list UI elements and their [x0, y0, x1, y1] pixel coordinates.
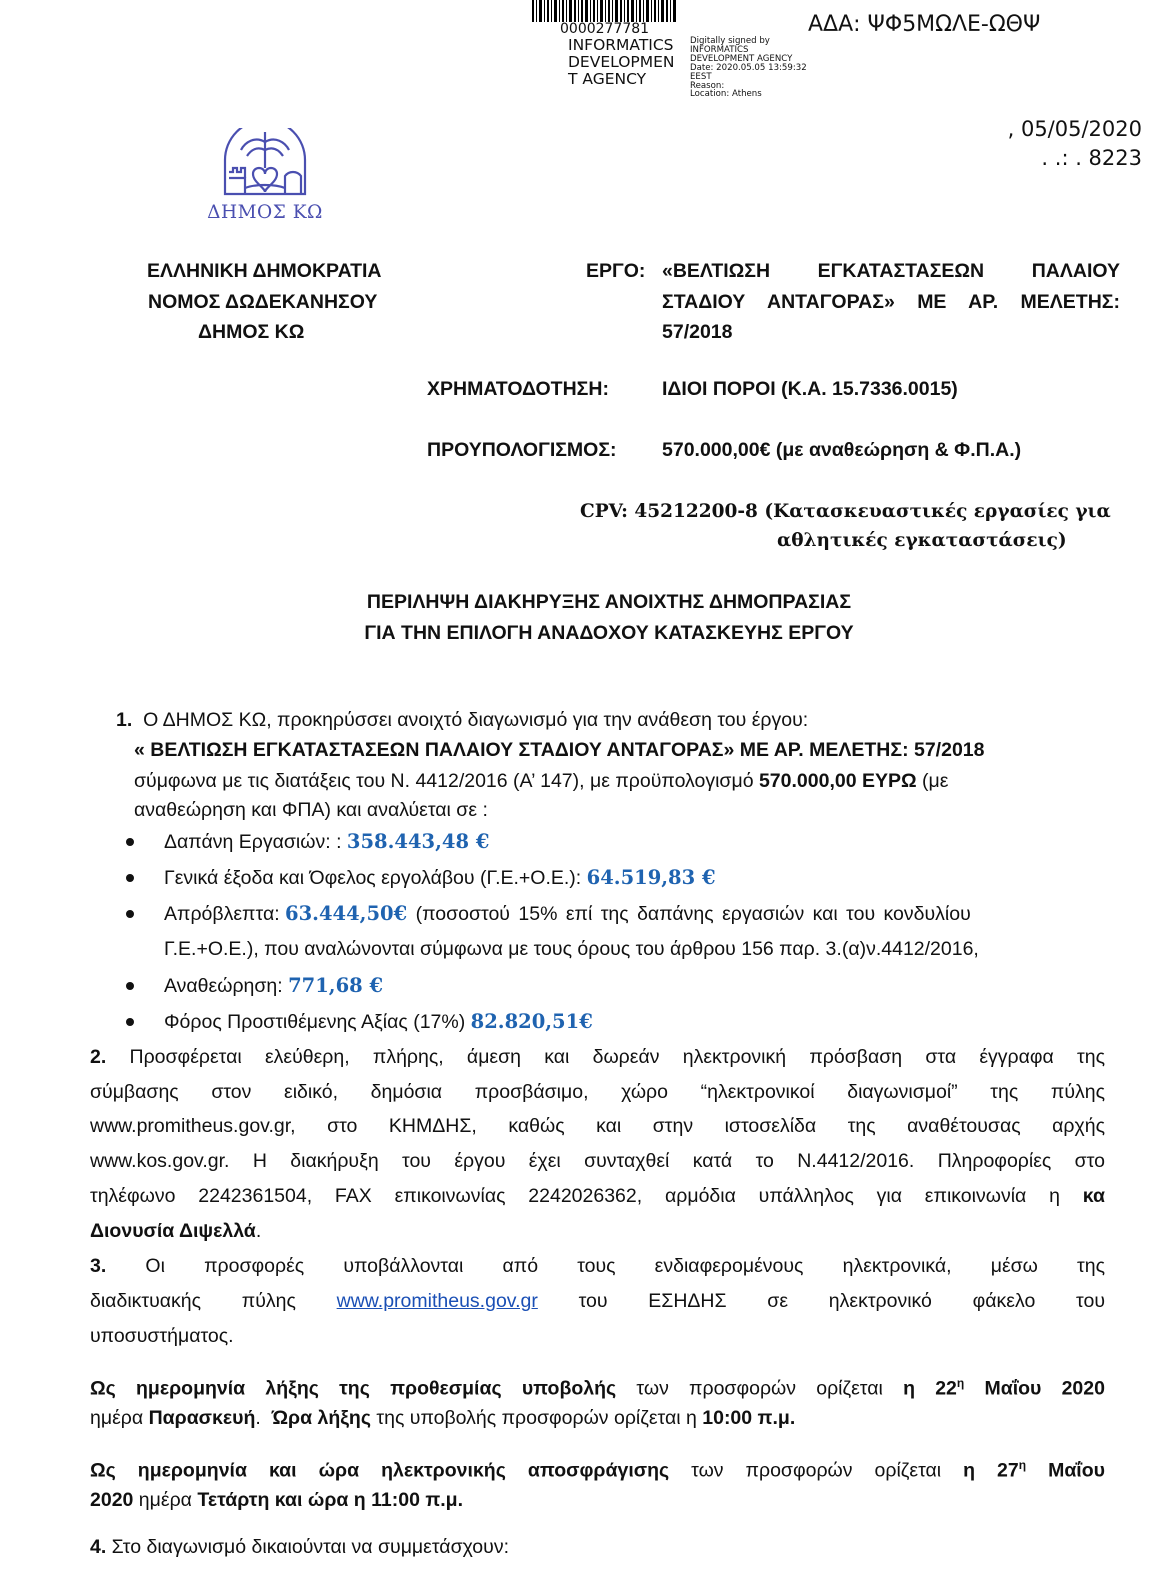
p2-line-4: www.kos.gov.gr. Η διακήρυξη του έργου έχει συνταχθεί κατά το Ν.4412/2016. Πληροφορίες στο [90, 1150, 1105, 1172]
project-title-line: ΣΤΑΔΙΟΥ ΑΝΤΑΓΟΡΑΣ» ΜΕ ΑΡ. ΜΕΛΕΤΗΣ: [662, 290, 1120, 313]
opening-text: των προσφορών ορίζεται [669, 1459, 964, 1482]
opening-line-2 [90, 1488, 1105, 1512]
deadline-label: Ως ημερομηνία λήξης της προθεσμίας υποβολής [90, 1377, 617, 1400]
p1-budget-amount: 570.000,00 ΕΥΡΩ [758, 770, 917, 792]
budget-label: ΠΡΟΥΠΟΛΟΓΙΣΜΟΣ: [427, 439, 617, 461]
cpv-line-1: CPV: 45212200-8 (Κατασκευαστικές εργασίες για [580, 501, 1111, 522]
project-title [662, 256, 1120, 348]
overhead-value: 64.519,83 € [586, 866, 716, 889]
protocol-number: . .: . 8223 [1041, 146, 1142, 170]
contact-title: κα [1082, 1185, 1105, 1207]
p3-text: διαδικτυακής πύλης [90, 1290, 337, 1312]
barcode-number: 0000277781 [560, 21, 650, 37]
opening-label: Ως ημερομηνία και ώρα ηλεκτρονικής αποσφράγισης [90, 1459, 670, 1482]
deadline-text: των προσφορών ορίζεται [616, 1377, 904, 1400]
budget-value: 570.000,00€ (με αναθεώρηση & Φ.Π.Α.) [662, 439, 1022, 461]
cpv-line-2: αθλητικές εγκαταστάσεις) [777, 530, 1067, 551]
p1-number: 1. [116, 709, 133, 731]
p1-legal-end: (με [916, 770, 949, 792]
signature-line: INFORMATICS [690, 44, 749, 55]
bullet-icon [126, 1018, 134, 1026]
promitheus-link[interactable]: www.promitheus.gov.gr [336, 1290, 538, 1312]
opening-text: ημέρα [133, 1489, 198, 1511]
funding-label: ΧΡΗΜΑΤΟΔΟΤΗΣΗ: [427, 378, 609, 400]
p4-text: Στο διαγωνισμό δικαιούνται να συμμετάσχουν: [106, 1536, 509, 1558]
p2-line-6 [90, 1219, 1105, 1243]
bullet-icon [126, 982, 134, 990]
issuer-prefecture: ΝΟΜΟΣ ΔΩΔΕΚΑΝΗΣΟΥ [148, 290, 378, 313]
p3-number: 3. [90, 1255, 107, 1277]
signature-line: DEVELOPMENT AGENCY [690, 53, 793, 64]
p2-line-3: www.promitheus.gov.gr, στο ΚΗΜΔΗΣ, καθώς και στην ιστοσελίδα της αναθέτουσας αρχής [90, 1115, 1105, 1137]
issuer-block [147, 256, 382, 348]
p3-line-2 [90, 1289, 1105, 1313]
notice-heading-line: ΓΙΑ ΤΗΝ ΕΠΙΛΟΓΗ ΑΝΑΔΟΧΟΥ ΚΑΤΑΣΚΕΥΗΣ ΕΡΓΟΥ [364, 622, 854, 644]
deadline-text: της υποβολής προσφορών ορίζεται η [371, 1407, 703, 1429]
signer-org [568, 37, 675, 88]
p1-legal [134, 769, 1104, 793]
deadline-line-1 [90, 1371, 1105, 1401]
barcode-graphic [532, 0, 678, 22]
deadline-month: Μαΐου 2020 [964, 1377, 1105, 1400]
bullet-icon [126, 838, 134, 846]
p1-analysis: αναθεώρηση και ΦΠΑ) και αναλύεται σε : [134, 799, 488, 821]
ada-code: ΑΔΑ: ΨΦ5ΜΩΛΕ-ΩΘΨ [808, 12, 1041, 37]
ordinal-suffix: η [956, 1376, 965, 1390]
deadline-text: ημέρα [90, 1407, 149, 1429]
bullet-contingency-line2: Γ.Ε.+Ο.Ε.), που αναλώνονται σύμφωνα με τους όρους του άρθρου 156 παρ. 3.(α)ν.4412/2016, [164, 938, 979, 960]
p4-line [90, 1535, 1105, 1559]
p2-number: 2. [90, 1046, 107, 1068]
bullet-vat [164, 1010, 1172, 1034]
p1-intro-text: Ο ΔΗΜΟΣ ΚΩ, προκηρύσσει ανοιχτό διαγωνισμό για την ανάθεση του έργου: [143, 709, 809, 731]
p3-line-3: υποσυστήματος. [90, 1325, 234, 1347]
p1-intro [116, 708, 1131, 732]
municipality-logo [207, 128, 323, 228]
opening-line-1 [90, 1453, 1105, 1483]
logo-emblem-icon [215, 128, 315, 198]
bullet-icon [126, 910, 134, 918]
p4-number: 4. [90, 1536, 107, 1558]
p2-line-1 [90, 1045, 1105, 1069]
notice-heading-line: ΠΕΡΙΛΗΨΗ ΔΙΑΚΗΡΥΞΗΣ ΑΝΟΙΧΤΗΣ ΔΗΜΟΠΡΑΣΙΑΣ [366, 591, 852, 613]
bullet-label: Φόρος Προστιθέμενης Αξίας (17%) [164, 1011, 471, 1033]
p3-line-1 [90, 1254, 1105, 1278]
ordinal-suffix: η [1018, 1458, 1027, 1472]
digital-signature-details [690, 37, 807, 99]
p3-text: Οι προσφορές υποβάλλονται από τους ενδιαφερομένους ηλεκτρονικά, μέσω της [106, 1255, 1105, 1277]
bullet-contingency [164, 902, 1104, 926]
bullet-label: Απρόβλεπτα: [164, 903, 286, 925]
bullet-works-cost [164, 830, 1172, 854]
p2-text: τηλέφωνο 2242361504, FAX επικοινωνίας 2242026362, αρμόδια υπάλληλος για επικοινωνία η [90, 1185, 1083, 1207]
opening-month: Μαΐου [1026, 1459, 1105, 1482]
deadline-text: . [255, 1407, 272, 1429]
p3-text: του ΕΣΗΔΗΣ σε ηλεκτρονικό φάκελο του [537, 1290, 1105, 1312]
revision-value: 771,68 € [288, 974, 384, 997]
bullet-overhead [164, 866, 1172, 890]
barcode [532, 0, 678, 22]
project-title-line: 57/2018 [662, 321, 733, 343]
opening-year: 2020 [90, 1489, 134, 1511]
signature-line: Reason: [690, 80, 725, 91]
funding-value: ΙΔΙΟΙ ΠΟΡΟΙ (Κ.Α. 15.7336.0015) [662, 378, 958, 400]
issuer-country: ΕΛΛΗΝΙΚΗ ΔΗΜΟΚΡΑΤΙΑ [147, 260, 382, 282]
issuer-municipality: ΔΗΜΟΣ ΚΩ [198, 321, 305, 343]
bullet-revision [164, 974, 1172, 998]
signer-org-line: T AGENCY [568, 70, 647, 88]
signature-line: Digitally signed by [690, 36, 770, 46]
p2-text: . [255, 1220, 262, 1242]
p1-project-title: « ΒΕΛΤΙΩΣΗ ΕΓΚΑΤΑΣΤΑΣΕΩΝ ΠΑΛΑΙΟΥ ΣΤΑΔΙΟΥ ΑΝΤΑΓΟΡΑΣ» ΜΕ ΑΡ. ΜΕΛΕΤΗΣ: 57/2018 [134, 739, 985, 761]
project-label: ΕΡΓΟ: [586, 260, 646, 282]
bullet-label: Γενικά έξοδα και Όφελος εργολάβου (Γ.Ε.+Ο.Ε.): [164, 867, 587, 889]
deadline-time: 10:00 π.μ. [702, 1407, 796, 1429]
notice-heading [0, 587, 1172, 649]
p1-legal-text: σύμφωνα με τις διατάξεις του Ν. 4412/2016 (Α’ 147), με προϋπολογισμό [134, 770, 759, 792]
p2-line-5 [90, 1184, 1105, 1208]
contact-name: Διονυσία Διψελλά [90, 1220, 256, 1242]
bullet-label: Δαπάνη Εργασιών: : [164, 831, 347, 853]
signature-line: Date: 2020.05.05 13:59:32 [690, 62, 807, 73]
p2-line-2: σύμβασης στον ειδικό, δημόσια προσβάσιμο, χώρο “ηλεκτρονικοί διαγωνισμοί” της πύλης [90, 1081, 1105, 1103]
bullet-icon [126, 874, 134, 882]
bullet-text: (ποσοστού 15% επί της δαπάνης εργασιών και του κονδυλίου [407, 903, 971, 925]
signer-org-line: DEVELOPMEN [568, 53, 675, 71]
signer-org-line: INFORMATICS [568, 36, 674, 54]
logo-text: ΔΗΜΟΣ ΚΩ [207, 202, 323, 223]
opening-time: Τετάρτη και ώρα η 11:00 π.μ. [197, 1489, 464, 1511]
deadline-day: η 22 [903, 1377, 957, 1400]
signature-line: EEST [690, 71, 712, 82]
deadline-weekday: Παρασκευή [148, 1407, 256, 1429]
works-cost-value: 358.443,48 € [346, 830, 490, 853]
deadline-line-2 [90, 1406, 1105, 1430]
p2-text: Προσφέρεται ελεύθερη, πλήρης, άμεση και δωρεάν ηλεκτρονική πρόσβαση στα έγγραφα της [106, 1046, 1105, 1068]
opening-day: η 27 [963, 1459, 1019, 1482]
document-date: , 05/05/2020 [1007, 117, 1142, 141]
project-title-line: «ΒΕΛΤΙΩΣΗ ΕΓΚΑΤΑΣΤΑΣΕΩΝ ΠΑΛΑΙΟΥ [662, 260, 1120, 282]
bullet-label: Αναθεώρηση: [164, 975, 289, 997]
vat-value: 82.820,51€ [470, 1010, 593, 1033]
contingency-value: 63.444,50€ [285, 902, 408, 925]
signature-line: Location: Athens [690, 89, 762, 100]
deadline-time-label: Ώρα λήξης [271, 1407, 371, 1429]
